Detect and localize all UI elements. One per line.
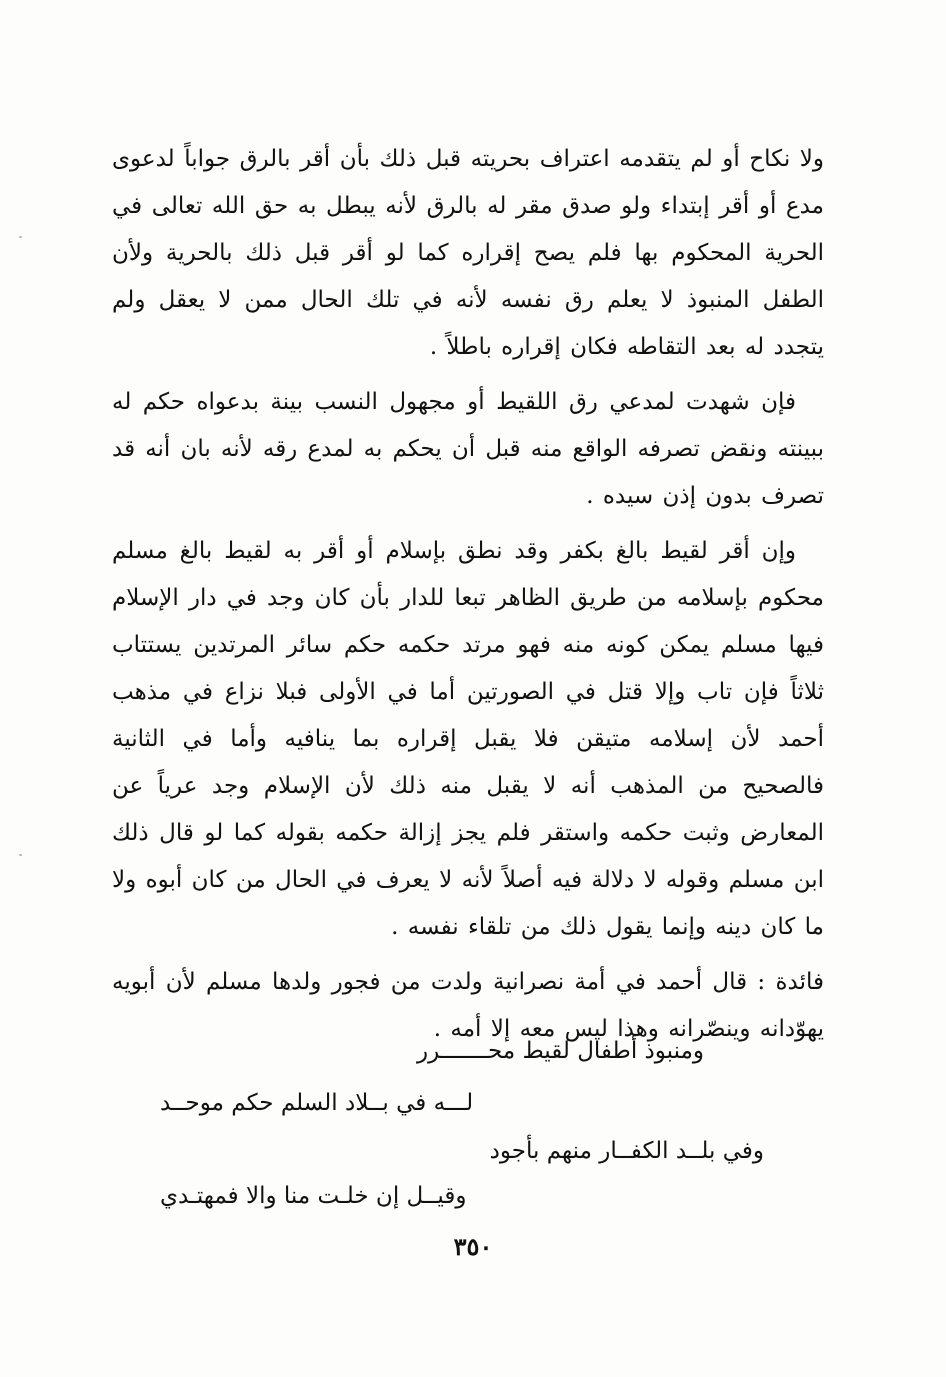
- page-number: ٣٥٠: [453, 1232, 493, 1261]
- scan-speck: [19, 236, 22, 238]
- paragraph-3: وإن أقر لقيط بالغ بكفر وقد نطق بإسلام أو أقر به لقيط بالغ مسلم محكوم بإسلامه من طريق الظاهر تبعا للدار بأن كان وجد في دار الإسلام فيها مسلم يمكن كونه منه فهو مرتد حكمه حكم سائر المرتدين يستتاب ثلاثاً فإن تاب وإلا قتل في الصورتين أما في الأولى فبلا نزاع في مذهب أحمد لأن إسلامه متيقن فلا يقبل إقراره بما ينافيه وأما في الثانية فالصحيح من المذهب أنه لا يقبل منه ذلك لأن الإسلام وجد عرياً عن المعارض وثبت حكمه واستقر فلم يجز إزالة حكمه بقوله كما لو قال ذلك ابن مسلم وقوله لا دلالة فيه أصلاً لأنه لا يعرف في الحال من كان أبوه ولا ما كان دينه وإنما يقول ذلك من تلقاء نفسه .: [112, 538, 824, 940]
- verse-line-2: لـــه في بــلاد السلم حكم موحــد: [160, 1090, 474, 1116]
- paragraph-4: فائدة : قال أحمد في أمة نصرانية ولدت من فجور ولدها مسلم لأن أبويه يهوّدانه وينصّرانه وهذا ليس معه إلا أمه .: [112, 969, 824, 1042]
- scan-speck: [19, 854, 22, 856]
- body-text: [112, 136, 824, 1061]
- paragraph-2: فإن شهدت لمدعي رق اللقيط أو مجهول النسب بينة بدعواه حكم له ببينته ونقض تصرفه الواقع منه قبل أن يحكم به لمدع رقه لأنه بان أنه قد تصرف بدون إذن سيده .: [112, 389, 824, 509]
- poem-verses: [112, 1031, 824, 1221]
- paragraph-1: ولا نكاح أو لم يتقدمه اعتراف بحريته قبل ذلك بأن أقر بالرق جواباً لدعوى مدع أو أقر إبتداء ولو صدق مقر له بالرق لأنه يبطل به حق الله تعالى في الحرية المحكوم بها فلم يصح إقراره كما لو أقر قبل ذلك بالحرية ولأن الطفل المنبوذ لا يعلم رق نفسه لأنه في تلك الحال ممن لا يعقل ولم يتجدد له بعد التقاطه فكان إقراره باطلاً .: [112, 146, 824, 360]
- verse-line-1: ومنبوذ أطفال لقيط محـــــــرر: [417, 1038, 704, 1064]
- verse-line-3: وفي بلــد الكفــار منهم بأجود: [489, 1138, 764, 1164]
- verse-line-4: وقيــل إن خلـت منا والا فمهتـدي: [160, 1183, 467, 1209]
